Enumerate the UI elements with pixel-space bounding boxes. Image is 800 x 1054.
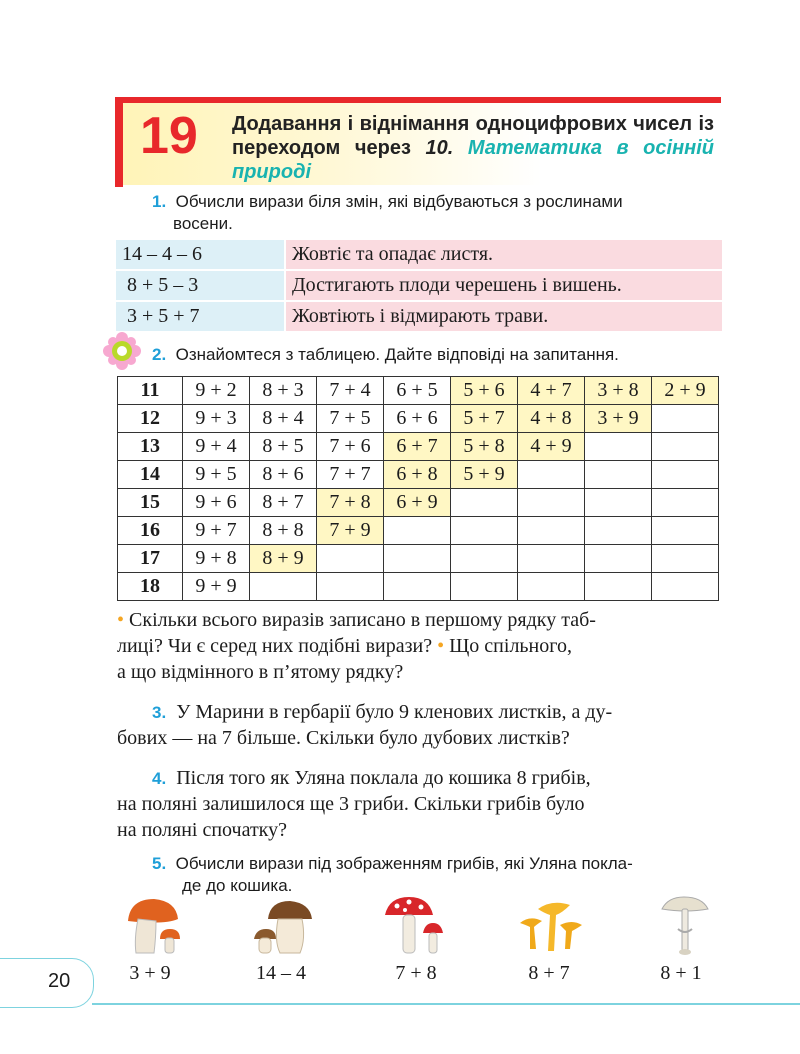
table-row (118, 405, 719, 433)
task3-line1: 3. У Марини в гербарії було 9 кленових листків, а ду- (152, 701, 613, 723)
expression-cell (451, 573, 518, 601)
expression-cell: 8 + 9 (250, 545, 317, 573)
expression-cell (585, 489, 652, 517)
expression-cell (518, 517, 585, 545)
expression-cell (585, 517, 652, 545)
mushroom-expression: 7 + 8 (395, 962, 437, 984)
mushroom-expression: 8 + 1 (660, 962, 702, 984)
orange-cap-boletus-icon (120, 895, 190, 957)
footer-rule (92, 1003, 800, 1005)
expression-cell: 6 + 8 (384, 461, 451, 489)
expression-cell: 8 + 4 (250, 405, 317, 433)
expression-cell: 9 + 4 (183, 433, 250, 461)
expression-cell: 3 + 8 (585, 377, 652, 405)
expression-cell: 5 + 6 (451, 377, 518, 405)
task-number: 1. (152, 192, 167, 211)
task4-line2: на поляні залишилося ще 3 гриби. Скільки грибів було (117, 793, 585, 815)
page-number: 20 (48, 970, 71, 992)
expression-cell (250, 573, 317, 601)
header-left-rule (115, 97, 123, 187)
row-sum-cell: 15 (118, 489, 183, 517)
expression-cell (652, 405, 719, 433)
expression-cell: 9 + 9 (183, 573, 250, 601)
question-line2: лиці? Чи є серед них подібні вирази? • Що спільного, (117, 635, 572, 657)
table-row (118, 489, 719, 517)
expression-cell (518, 461, 585, 489)
lesson-title: Додавання і віднімання одноцифрових чисел із переходом через 10. Математика в осінній природі (232, 113, 714, 183)
pale-toadstool-icon (650, 895, 720, 957)
table-row (118, 545, 719, 573)
flower-icon (103, 332, 141, 370)
expression-cell: 8 + 7 (250, 489, 317, 517)
expression-cell (384, 545, 451, 573)
expression-cell (585, 573, 652, 601)
header-top-rule (115, 97, 721, 103)
task-number: 4. (152, 769, 167, 788)
expression-cell: 3 + 5 + 7 (116, 301, 285, 332)
expression-cell: 8 + 5 – 3 (116, 270, 285, 301)
page-number-tab (0, 958, 94, 1008)
expression-cell (585, 461, 652, 489)
expression-cell: 7 + 4 (317, 377, 384, 405)
expression-cell (652, 461, 719, 489)
expression-cell: 8 + 3 (250, 377, 317, 405)
question-line3: а що відмінного в п’ятому рядку? (117, 661, 404, 683)
expression-cell (518, 545, 585, 573)
row-sum-cell: 13 (118, 433, 183, 461)
task3-line2: бових — на 7 більше. Скільки було дубових листків? (117, 727, 570, 749)
table-row (118, 433, 719, 461)
expression-cell (652, 545, 719, 573)
expression-cell: 7 + 6 (317, 433, 384, 461)
row-sum-cell: 18 (118, 573, 183, 601)
phrase-cell: Жовтіє та опадає листя. (285, 240, 722, 270)
row-sum-cell: 16 (118, 517, 183, 545)
expression-cell: 9 + 7 (183, 517, 250, 545)
porcini-mushroom-icon (250, 895, 320, 957)
table-row (116, 240, 722, 270)
task-number: 5. (152, 854, 167, 873)
task-number: 2. (152, 345, 167, 364)
mushroom-expression: 3 + 9 (129, 962, 171, 984)
table-row (116, 270, 722, 301)
task4-line1: 4. Після того як Уляна поклала до кошика 8 грибів, (152, 767, 591, 789)
expression-cell (317, 545, 384, 573)
expression-cell: 9 + 2 (183, 377, 250, 405)
expression-cell: 9 + 8 (183, 545, 250, 573)
expression-cell (652, 517, 719, 545)
expression-cell: 4 + 7 (518, 377, 585, 405)
task5-line2: де до кошика. (182, 876, 293, 895)
expression-cell (451, 517, 518, 545)
phrase-cell: Жовтіють і відмирають трави. (285, 301, 722, 332)
table-row (118, 517, 719, 545)
expression-cell: 14 – 4 – 6 (116, 240, 285, 270)
expression-cell: 6 + 7 (384, 433, 451, 461)
expression-cell (317, 573, 384, 601)
expression-cell (652, 573, 719, 601)
row-sum-cell: 11 (118, 377, 183, 405)
expression-cell: 2 + 9 (652, 377, 719, 405)
expression-cell (585, 545, 652, 573)
expression-cell (585, 433, 652, 461)
table-row (118, 573, 719, 601)
expression-cell: 7 + 9 (317, 517, 384, 545)
expression-cell: 5 + 7 (451, 405, 518, 433)
task1-line2: восени. (173, 214, 233, 233)
expression-cell: 9 + 6 (183, 489, 250, 517)
task5-line1: 5. Обчисли вирази під зображенням грибів, які Уляна покла- (152, 854, 633, 873)
expression-cell: 8 + 5 (250, 433, 317, 461)
expression-cell: 7 + 5 (317, 405, 384, 433)
expression-cell (518, 573, 585, 601)
question-line1: • Скільки всього виразів записано в першому рядку таб- (117, 609, 596, 631)
table-row (118, 377, 719, 405)
expression-cell: 5 + 8 (451, 433, 518, 461)
expression-cell: 6 + 5 (384, 377, 451, 405)
task2-line: 2. Ознайомтеся з таблицею. Дайте відповіді на запитання. (152, 345, 619, 364)
expression-cell: 6 + 6 (384, 405, 451, 433)
expression-cell: 4 + 8 (518, 405, 585, 433)
row-sum-cell: 17 (118, 545, 183, 573)
expression-cell: 5 + 9 (451, 461, 518, 489)
table-row (118, 461, 719, 489)
phrase-cell: Достигають плоди черешень і вишень. (285, 270, 722, 301)
task4-line3: на поляні спочатку? (117, 819, 287, 841)
expression-cell: 3 + 9 (585, 405, 652, 433)
expression-cell (384, 517, 451, 545)
addition-table (117, 376, 719, 601)
chanterelle-icon (516, 895, 586, 957)
seasonal-changes-table (116, 240, 722, 333)
expression-cell: 9 + 5 (183, 461, 250, 489)
expression-cell: 9 + 3 (183, 405, 250, 433)
task1-line1: 1. Обчисли вирази біля змін, які відбуваються з рослинами (152, 192, 623, 211)
expression-cell (652, 489, 719, 517)
expression-cell (451, 545, 518, 573)
fly-agaric-icon (383, 895, 453, 957)
expression-cell: 7 + 8 (317, 489, 384, 517)
mushroom-expression: 14 – 4 (256, 962, 306, 984)
expression-cell: 8 + 8 (250, 517, 317, 545)
expression-cell (384, 573, 451, 601)
expression-cell (451, 489, 518, 517)
lesson-number: 19 (140, 107, 198, 165)
task-number: 3. (152, 703, 167, 722)
mushroom-expression: 8 + 7 (528, 962, 570, 984)
expression-cell (652, 433, 719, 461)
table-row (116, 301, 722, 332)
expression-cell: 6 + 9 (384, 489, 451, 517)
row-sum-cell: 14 (118, 461, 183, 489)
expression-cell: 7 + 7 (317, 461, 384, 489)
expression-cell (518, 489, 585, 517)
row-sum-cell: 12 (118, 405, 183, 433)
expression-cell: 8 + 6 (250, 461, 317, 489)
expression-cell: 4 + 9 (518, 433, 585, 461)
